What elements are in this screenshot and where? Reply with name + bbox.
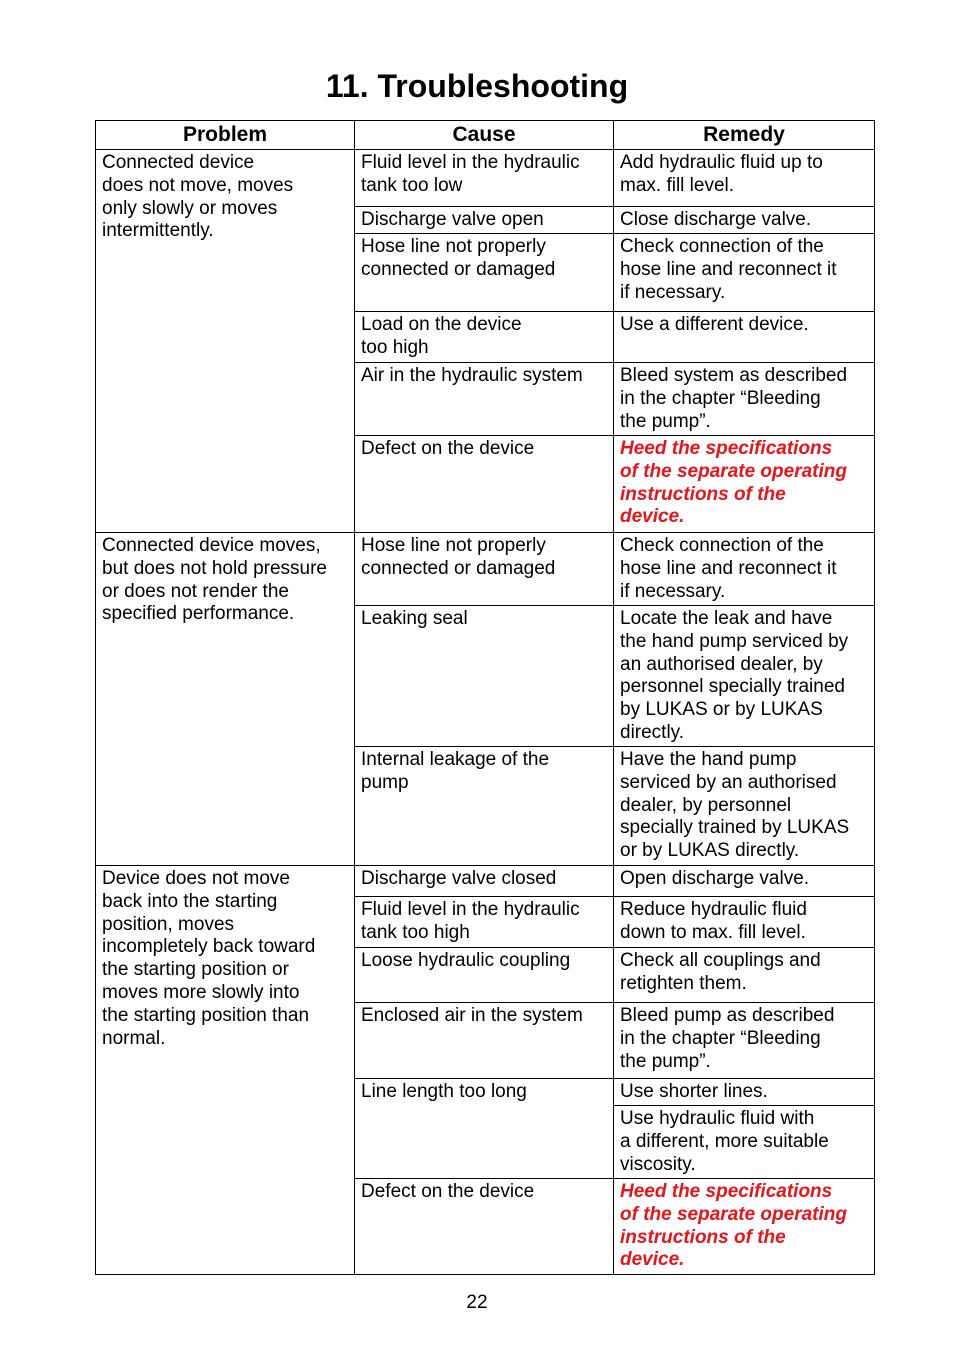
cause-cell: Air in the hydraulic system [355, 363, 614, 436]
header-problem: Problem [96, 121, 355, 150]
cause-cell: Line length too long [355, 1079, 614, 1179]
table-header-row [96, 121, 875, 150]
remedy-cell: Use a different device. [614, 312, 875, 363]
page-title: 11. Troubleshooting [325, 68, 629, 104]
cause-cell: Leaking seal [355, 606, 614, 747]
remedy-cell: Bleed pump as described in the chapter “Bleeding the pump”. [614, 1003, 875, 1079]
remedy-cell: Locate the leak and have the hand pump serviced by an authorised dealer, by personnel specially trained by LUKAS or by LUKAS directly. [614, 606, 875, 747]
remedy-warning-cell: Heed the specifications of the separate operating instructions of the device. [614, 436, 875, 533]
cause-cell: Fluid level in the hydraulic tank too high [355, 897, 614, 948]
remedy-cell: Close discharge valve. [614, 207, 875, 234]
troubleshooting-table [95, 120, 875, 1275]
cause-cell: Discharge valve open [355, 207, 614, 234]
remedy-cell: Open discharge valve. [614, 866, 875, 897]
cause-cell: Hose line not properly connected or damaged [355, 533, 614, 606]
problem-cell: Device does not move back into the starting position, moves incompletely back toward the starting position or moves more slowly into the starting position than normal. [96, 866, 355, 1275]
header-remedy: Remedy [614, 121, 875, 150]
table-row [96, 533, 875, 606]
cause-cell: Enclosed air in the system [355, 1003, 614, 1079]
remedy-cell: Use shorter lines. [614, 1079, 875, 1106]
table-row [96, 150, 875, 207]
cause-cell: Internal leakage of the pump [355, 747, 614, 866]
remedy-cell: Add hydraulic fluid up to max. fill level. [614, 150, 875, 207]
remedy-cell: Have the hand pump serviced by an authorised dealer, by personnel specially trained by LUKAS or by LUKAS directly. [614, 747, 875, 866]
cause-cell: Discharge valve closed [355, 866, 614, 897]
cause-cell: Fluid level in the hydraulic tank too low [355, 150, 614, 207]
remedy-cell: Check connection of the hose line and reconnect it if necessary. [614, 533, 875, 606]
remedy-cell: Use hydraulic fluid with a different, more suitable viscosity. [614, 1106, 875, 1179]
cause-cell: Loose hydraulic coupling [355, 948, 614, 1003]
header-cause: Cause [355, 121, 614, 150]
page-number: 22 [466, 1292, 488, 1313]
cause-cell: Defect on the device [355, 436, 614, 533]
problem-cell: Connected device moves, but does not hold pressure or does not render the specified performance. [96, 533, 355, 866]
remedy-cell: Check connection of the hose line and reconnect it if necessary. [614, 234, 875, 312]
remedy-warning-cell: Heed the specifications of the separate operating instructions of the device. [614, 1179, 875, 1275]
remedy-cell: Reduce hydraulic fluid down to max. fill level. [614, 897, 875, 948]
table-row [96, 866, 875, 897]
remedy-cell: Check all couplings and retighten them. [614, 948, 875, 1003]
problem-cell: Connected device does not move, moves only slowly or moves intermittently. [96, 150, 355, 533]
cause-cell: Load on the device too high [355, 312, 614, 363]
remedy-cell: Bleed system as described in the chapter “Bleeding the pump”. [614, 363, 875, 436]
cause-cell: Hose line not properly connected or damaged [355, 234, 614, 312]
cause-cell: Defect on the device [355, 1179, 614, 1275]
